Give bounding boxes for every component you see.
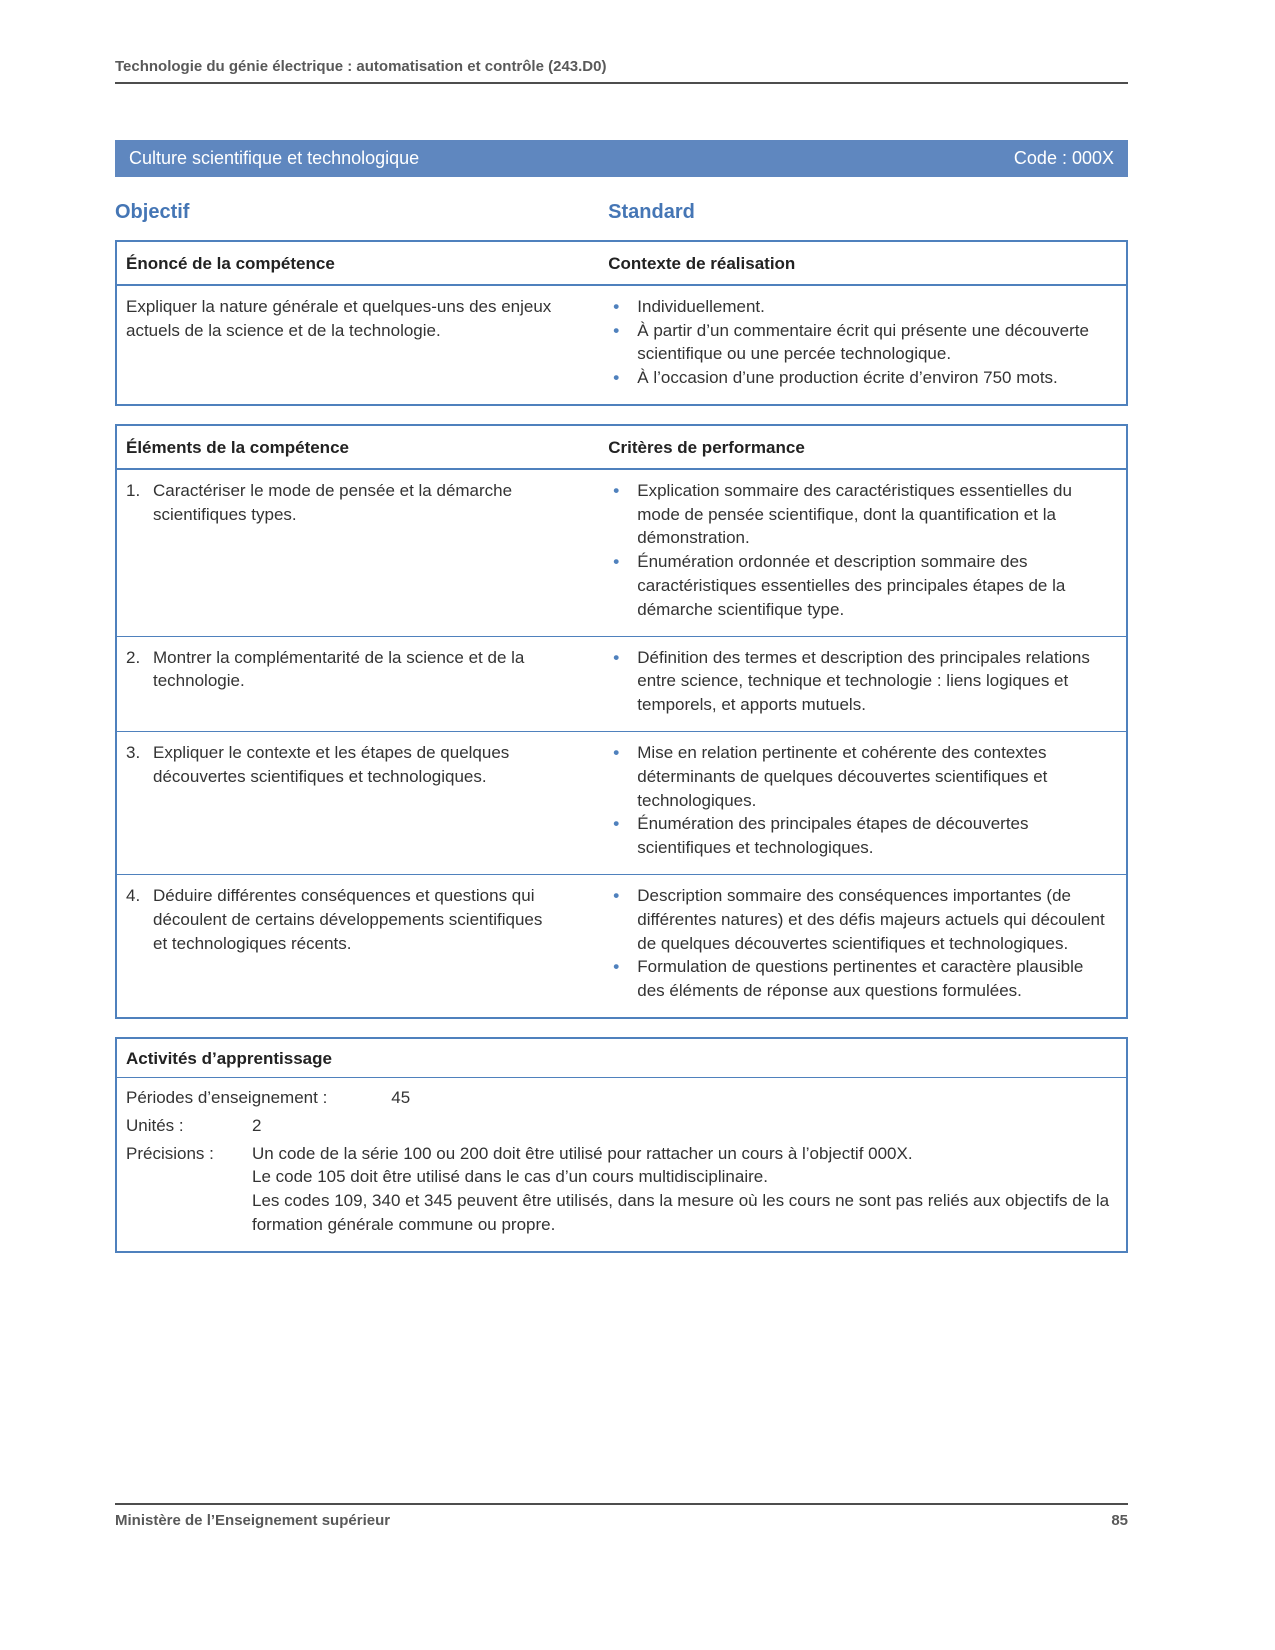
element-row-3 <box>117 731 1126 874</box>
element-item <box>126 646 559 694</box>
element-number: 3. <box>126 742 141 762</box>
contexte-bullet: • Individuellement. <box>608 295 1112 319</box>
element-item <box>126 479 559 527</box>
element-cell <box>117 875 595 1017</box>
criteria-cell <box>595 637 1126 731</box>
elements-header: Éléments de la compétence <box>126 437 349 457</box>
activities-table <box>115 1037 1128 1253</box>
competence-statement: Expliquer la nature générale et quelques-uns des enjeux actuels de la science et de la technologie. <box>126 296 552 340</box>
competence-row <box>117 285 1126 404</box>
footer-page-number: 85 <box>1111 1512 1128 1529</box>
criteria-list <box>608 479 1112 622</box>
criteria-item: • Formulation de questions pertinentes et caractère plausible des éléments de réponse aux questions formulées. <box>608 955 1112 1003</box>
footer-ministry: Ministère de l’Enseignement supérieur <box>115 1512 391 1529</box>
contexte-cell <box>595 286 1126 404</box>
objectif-heading: Objectif <box>115 201 190 223</box>
unites-value: 2 <box>252 1115 262 1135</box>
element-number: 4. <box>126 885 141 905</box>
precisions-label: Précisions : <box>126 1143 214 1163</box>
criteria-item: • Mise en relation pertinente et cohérente des contextes déterminants de quelques découvertes scientifiques et technologiques. <box>608 741 1112 812</box>
page-footer <box>115 1503 1128 1529</box>
standard-heading: Standard <box>608 201 695 223</box>
element-text: Caractériser le mode de pensée et la démarche scientifiques types. <box>153 480 513 524</box>
criteria-cell <box>595 732 1126 874</box>
contexte-bullet-list <box>608 295 1112 390</box>
section-banner <box>115 140 1128 177</box>
periodes-row <box>126 1086 1112 1110</box>
element-row-4 <box>117 874 1126 1017</box>
element-row-2 <box>117 636 1126 731</box>
competence-table <box>115 240 1128 406</box>
criteria-cell <box>595 470 1126 636</box>
contexte-bullet: • À l’occasion d’une production écrite d’environ 750 mots. <box>608 366 1112 390</box>
element-text: Expliquer le contexte et les étapes de quelques découvertes scientifiques et technologiques. <box>153 742 510 786</box>
criteria-list <box>608 646 1112 717</box>
running-header-title: Technologie du génie électrique : automatisation et contrôle (243.D0) <box>115 58 607 75</box>
precisions-row <box>126 1142 1112 1237</box>
element-cell <box>117 470 595 636</box>
activities-header: Activités d’apprentissage <box>117 1039 1126 1078</box>
criteria-item: • Définition des termes et description des principales relations entre science, technique et technologie : liens logiques et temporels, et apports mutuels. <box>608 646 1112 717</box>
elements-table-header <box>117 426 1126 469</box>
precisions-line: Les codes 109, 340 et 345 peuvent être utilisés, dans la mesure où les cours ne sont pas reliés aux objectifs de la formation générale commune ou propre. <box>252 1191 1110 1234</box>
precisions-text <box>252 1142 1112 1237</box>
criteres-header: Critères de performance <box>608 437 805 457</box>
element-item <box>126 884 559 955</box>
competence-table-header <box>117 242 1126 285</box>
criteria-list <box>608 741 1112 860</box>
enonce-header: Énoncé de la compétence <box>126 254 335 273</box>
periodes-value: 45 <box>391 1087 411 1107</box>
unites-row <box>126 1114 1112 1138</box>
contexte-header: Contexte de réalisation <box>608 254 796 273</box>
criteria-item: • Explication sommaire des caractéristiques essentielles du mode de pensée scientifique, dont la quantification et la démonstration. <box>608 479 1112 550</box>
banner-code: Code : 000X <box>1013 148 1114 168</box>
element-item <box>126 741 559 789</box>
criteria-list <box>608 884 1112 1003</box>
element-cell <box>117 637 595 731</box>
contexte-bullet: • À partir d’un commentaire écrit qui présente une découverte scientifique ou une percée technologique. <box>608 319 1112 367</box>
element-text: Déduire différentes conséquences et questions qui découlent de certains développements scientifiques et technologiques récents. <box>153 885 543 953</box>
criteria-item: • Description sommaire des conséquences importantes (de différentes natures) et des défis majeurs actuels qui découlent de quelques découvertes scientifiques et technologiques. <box>608 884 1112 955</box>
criteria-cell <box>595 875 1126 1017</box>
column-headings <box>115 201 1128 224</box>
banner-title: Culture scientifique et technologique <box>129 148 420 168</box>
criteria-item: • Énumération ordonnée et description sommaire des caractéristiques essentielles des principales étapes de la démarche scientifique type. <box>608 550 1112 621</box>
periodes-label: Périodes d’enseignement : <box>126 1087 328 1107</box>
element-row-1 <box>117 469 1126 636</box>
page-content <box>115 0 1128 1253</box>
unites-label: Unités : <box>126 1115 184 1135</box>
precisions-line: Un code de la série 100 ou 200 doit être utilisé pour rattacher un cours à l’objectif 000X. <box>252 1143 913 1163</box>
element-text: Montrer la complémentarité de la science et de la technologie. <box>153 647 525 691</box>
criteria-item: • Énumération des principales étapes de découvertes scientifiques et technologiques. <box>608 812 1112 860</box>
element-number: 2. <box>126 647 141 667</box>
elements-table <box>115 424 1128 1019</box>
precisions-line: Le code 105 doit être utilisé dans le cas d’un cours multidisciplinaire. <box>252 1167 768 1187</box>
element-cell <box>117 732 595 874</box>
element-number: 1. <box>126 480 141 500</box>
running-header <box>115 0 1128 84</box>
activities-body <box>117 1078 1126 1251</box>
